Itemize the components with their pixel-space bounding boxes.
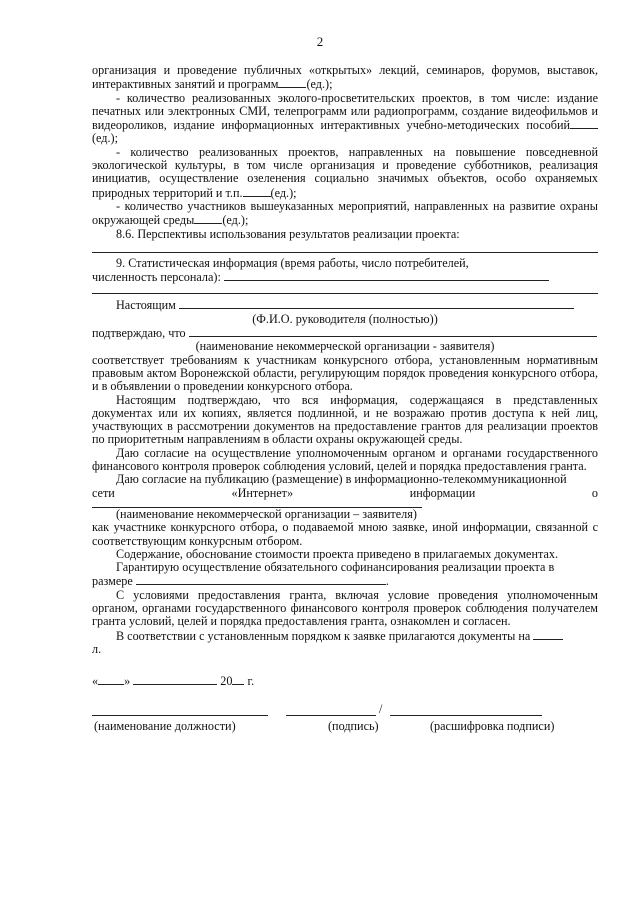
guarantee-line2: размере .: [92, 574, 389, 589]
complies-text: соответствует требованиям к участникам конкурсного отбора, установленным нормативным правовым актом Воронежской области, регулирующим порядок проведения конкурсного отбора, и в объявлении о проведении конкурсного отбора.: [92, 352, 598, 394]
word-about: о: [591, 485, 599, 500]
blank-line[interactable]: [92, 251, 598, 253]
indicator-participants-text: - количество участников вышеуказанных мероприятий, направленных на развитие охраны окружающей среды: [92, 198, 598, 228]
quote-open: «: [92, 674, 99, 689]
caption-org2: (наименование некоммерческой организации – заявителя): [116, 506, 417, 521]
unit-label: (ед.);: [222, 213, 249, 228]
page-number: 2: [316, 34, 324, 49]
pages-count-field[interactable]: [533, 629, 563, 640]
section-9-line2: [92, 270, 598, 284]
word-network: сети: [92, 485, 115, 500]
confirm-info-text: Настоящим подтверждаю, что вся информация, содержащаяся в представленных документах или их копиях, является подлинной, и не возражаю против доступа к ней лиц, участвующих в рассмотрении документов на предоставление грантов для реализации проектов по приоритетным направлениям в области охраны окружающей среды.: [92, 392, 598, 447]
consent-publish-line1: Даю согласие на публикацию (размещение) в информационно-телекоммуникационной: [116, 472, 567, 487]
signature-block: [92, 702, 598, 754]
hereby-line: [92, 298, 598, 312]
day-field[interactable]: [98, 674, 124, 685]
indicator-events-text: организация и проведение публичных «открытых» лекций, семинаров, форумов, выставок, интерактивных занятий и программ: [92, 63, 598, 92]
year-prefix: 20: [220, 674, 233, 689]
blank-field[interactable]: [243, 186, 271, 197]
director-name-field[interactable]: [179, 298, 574, 309]
quote-close: »: [124, 674, 131, 689]
date-line: [92, 674, 598, 688]
blank-line[interactable]: [92, 292, 598, 294]
decode-line[interactable]: [390, 714, 542, 716]
confirm-line: [92, 326, 598, 340]
content-text: Содержание, обоснование стоимости проекта приведено в прилагаемых документах.: [116, 546, 559, 561]
year-field[interactable]: [232, 674, 244, 685]
document-body: [92, 64, 598, 754]
decode-caption: (расшифровка подписи): [430, 719, 555, 734]
consent-publish-line2: [92, 487, 598, 500]
organization-name-field[interactable]: [189, 326, 597, 337]
blank-field[interactable]: [224, 270, 549, 281]
signature-line[interactable]: [286, 714, 376, 716]
indicator-eco-projects-text: - количество реализованных эколого-просветительских проектов, в том числе: издание печатных или электронных СМИ, телепрограмм или радиопрограмм, создание видеофильмов и видеороликов, издание информационных интерактивных учебно-методических пособий: [92, 90, 598, 133]
section-8-6-title: 8.6. Перспективы использования результатов реализации проекта:: [116, 226, 460, 241]
word-internet: «Интернет»: [231, 485, 294, 500]
unit-label: (ед.);: [306, 77, 333, 92]
indicator-events: [92, 64, 598, 92]
sign-caption: (подпись): [328, 719, 379, 734]
confirm-label: подтверждаю, что: [92, 326, 186, 341]
section-9-line1: 9. Статистическая информация (время работы, число потребителей,: [116, 255, 469, 270]
attached-unit: л.: [92, 641, 102, 656]
hereby-label: Настоящим: [116, 298, 176, 313]
position-line[interactable]: [92, 714, 268, 716]
conditions-text: С условиями предоставления гранта, включая условие проведения уполномоченным органом, органами государственного финансового контроля проверок соблюдения получателем гранта условий, целей и порядка предоставления гранта, ознакомлен и согласен.: [92, 587, 598, 629]
blank-field[interactable]: [194, 213, 222, 224]
year-suffix: г.: [247, 674, 255, 689]
amount-label: размере: [92, 574, 133, 589]
word-information: информации: [409, 485, 476, 500]
caption-org: (наименование некоммерческой организации - заявителя): [195, 339, 495, 354]
indicator-eco-projects: [92, 92, 598, 146]
amount-field[interactable]: [136, 574, 386, 585]
blank-field[interactable]: [278, 77, 306, 88]
indicator-participants: [92, 200, 598, 228]
slash: /: [379, 702, 383, 717]
caption-fio: (Ф.И.О. руководителя (полностью)): [252, 311, 438, 326]
unit-label: (ед.);: [92, 131, 118, 146]
attached-label: В соответствии с установленным порядком к заявке прилагаются документы на: [116, 628, 531, 643]
consent-control-text: Даю согласие на осуществление уполномоченным органом и органами государственного финансового контроля проверок соблюдения условий, целей и порядка предоставления гранта.: [92, 445, 598, 474]
blank-field[interactable]: [570, 118, 598, 129]
position-caption: (наименование должности): [94, 719, 236, 734]
indicator-culture-projects: [92, 146, 598, 200]
guarantee-line1: Гарантирую осуществление обязательного софинансирования реализации проекта в: [116, 560, 555, 575]
attached-line: [92, 629, 598, 643]
unit-label: (ед.);: [270, 185, 297, 200]
section-9-label: численность персонала):: [92, 270, 221, 285]
indicator-culture-projects-text: - количество реализованных проектов, направленных на повышение повседневной экологической культуры, в том числе организация и проведение субботников, реализация инициатив, осуществление озеленения социально значимых объектов, особо охраняемых природных территорий и т.п.: [92, 144, 598, 200]
participant-text: как участнике конкурсного отбора, о подаваемой мною заявке, иной информации, связанной с соответствующим конкурсным отбором.: [92, 520, 598, 548]
month-field[interactable]: [133, 674, 217, 685]
